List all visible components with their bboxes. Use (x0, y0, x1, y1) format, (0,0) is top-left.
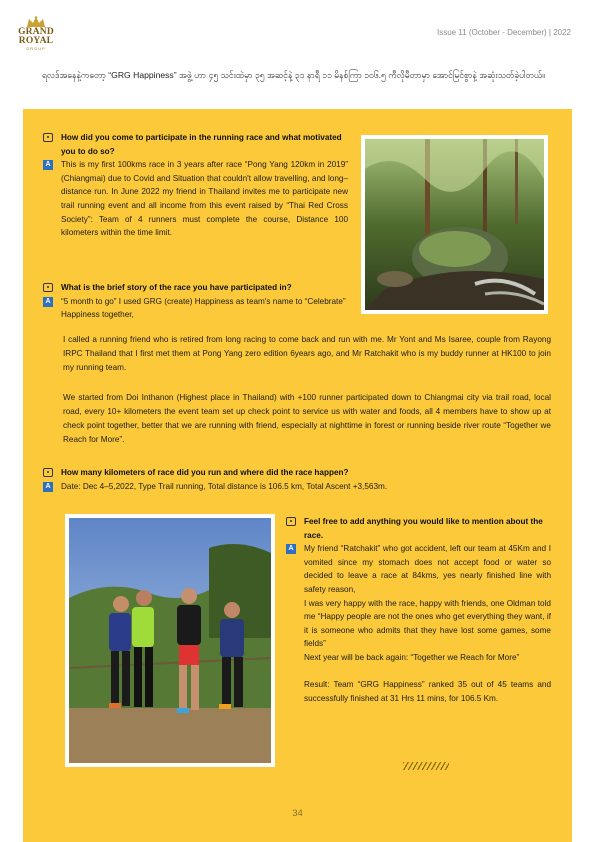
story-paragraph-2: We started from Doi Inthanon (Highest place in Thailand) with +100 runner participated down to Chiangmai city via trail road, local road, every 10+ kilometers the event team set up check point to service us with water and foods, all 4 members have to show up at check point together, better that we are running with friend, especially at nighttime in forest or running beside river route “Together we Reach for More”. (63, 393, 551, 444)
qa-block-1 (43, 131, 348, 240)
question-chat-icon (286, 517, 296, 526)
issue-label: Issue 11 (October - December) | 2022 (437, 28, 571, 37)
answer-badge-icon: A (43, 297, 53, 307)
story-paragraph-1: I called a running friend who is retired from long racing to come back and run with me. Mr Yont and Ms Isaree, couple from Rayong IRPC Thailand that I first met them at Pong Yang zero edition 6years ago, and Mr Ratchakit who is my buddy runner at HK100 to join my running team. (63, 335, 551, 372)
qa-block-4 (286, 515, 551, 705)
forest-stream-photo (361, 135, 548, 314)
question-chat-icon (43, 133, 53, 142)
intro-paragraph: ရလဒ်အနေနဲ့ကတော့ “GRG Happiness” အဖွဲ့ ဟာ ၄၅ သင်းထဲမှာ ၃၅ အဆင့်နဲ့ ၃၁ နာရီ ၁၁ မိနစ်ကြာ ၁၀၆.၅ ကီလိုမီတာမှာ အောင်မြင်စွာနဲ့ အဆုံးသတ်ခဲ့ပါတယ်။ (42, 70, 545, 80)
question-3: How many kilometers of race did you run and where did the race happen? (61, 468, 349, 477)
answer-4-line-2: I was very happy with the race, happy with friends, one Oldman told me “Happy people are not the ones who get everything they want, if it is someone who admits that they have lost some games, some fields” (304, 598, 551, 649)
question-2: What is the brief story of the race you have participated in? (61, 283, 292, 292)
logo-line2: ROYAL (18, 36, 54, 46)
answer-badge-icon: A (286, 544, 296, 554)
answer-badge-icon: A (43, 482, 53, 492)
answer-2: “5 month to go” I used GRG (create) Happiness as team's name to “Celebrate” Happiness together, (61, 296, 346, 320)
question-chat-icon (43, 283, 53, 292)
answer-4-result: Result: Team “GRG Happiness” ranked 35 out of 45 teams and successfully finished at 31 Hrs 11 mins, for 106.5 Km. (304, 680, 551, 703)
question-1: How did you come to participate in the running race and what motivated you to do so? (61, 133, 342, 156)
runners-team-photo (65, 514, 275, 767)
answer-4-line-3: Next year will be back again: “Together we Reach for More” (304, 652, 520, 662)
answer-4-line-1: My friend “Ratchakit” who got accident, left our team at 45Km and I vomited since my stomach does not accept food or water so decided to leave a race at 84kms, yes nearly finished line with safety reason, (304, 544, 551, 594)
answer-3: Date: Dec 4–5,2022, Type Trail running, Total distance is 106.5 km, Total Ascent +3,563m. (61, 481, 388, 491)
grand-royal-logo (14, 16, 58, 51)
question-4: Feel free to add anything you would like to mention about the race. (304, 517, 543, 540)
qa-block-2 (43, 281, 348, 322)
logo-sub: GROUP (26, 46, 46, 51)
decorative-stripes (403, 762, 449, 770)
logo-line1: GRAND (18, 27, 54, 37)
qa-block-3 (43, 466, 553, 493)
answer-4-spacer (304, 665, 551, 679)
answer-1: This is my first 100kms race in 3 years after race “Pong Yang 120km in 2019” (Chiangmai) due to Covid and Situation that couldn't allow travelling, and long–distance run. In June 2022 my friend in Thailand invites me to participate new trail running event and all income from this event raised by “Thai Red Cross Society”: Team of 4 runners must complete the course, Distance 100 kilometers within the time limit. (61, 160, 348, 238)
answer-badge-icon: A (43, 160, 53, 170)
answer-4 (304, 542, 551, 705)
question-chat-icon (43, 468, 53, 477)
page-number: 34 (292, 808, 303, 819)
